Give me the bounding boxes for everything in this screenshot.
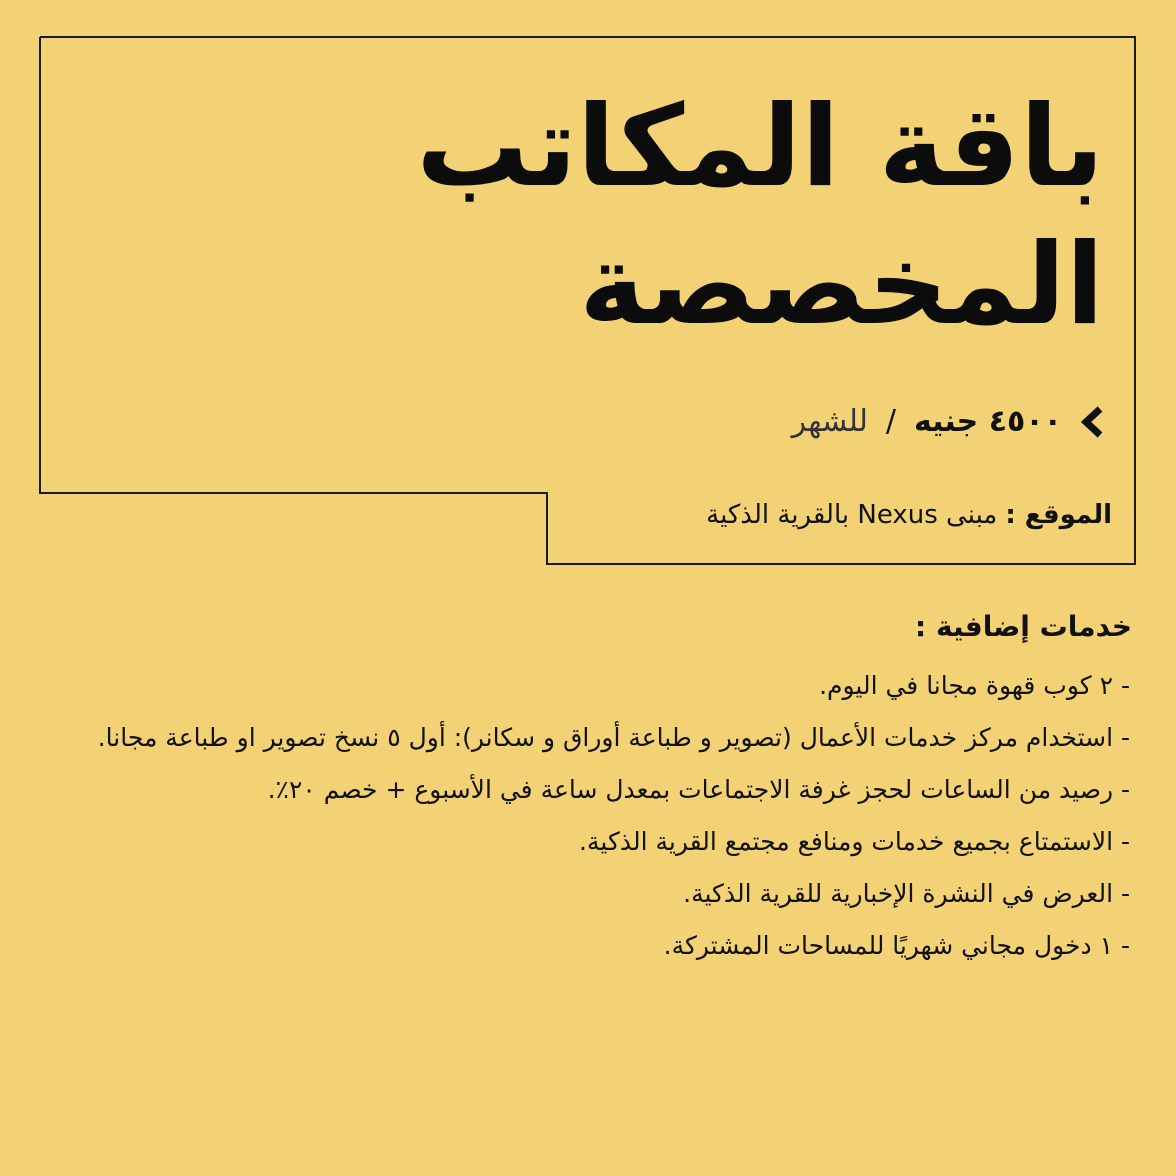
price-period: للشهر	[791, 404, 868, 439]
price-amount: ٤٥٠٠ جنيه	[913, 404, 1062, 439]
list-item: - استخدام مركز خدمات الأعمال (تصوير و طباعة أوراق و سكانر): أول ٥ نسخ تصوير او طباعة مجانا.	[97, 723, 1130, 752]
location-label: الموقع :	[1005, 500, 1112, 530]
list-item: - ٢ كوب قهوة مجانا في اليوم.	[819, 671, 1130, 700]
title-line-2: المخصصة	[579, 220, 1104, 350]
title-line-1: باقة المكاتب	[416, 82, 1104, 212]
services-list	[50, 664, 1130, 976]
services-title: خدمات إضافية :	[915, 610, 1132, 643]
location-value: مبنى Nexus بالقرية الذكية	[706, 500, 998, 530]
chevron-left-icon	[1076, 405, 1110, 439]
page-title	[344, 78, 1104, 354]
list-item: - رصيد من الساعات لحجز غرفة الاجتماعات بمعدل ساعة في الأسبوع + خصم ٢٠٪.	[267, 775, 1130, 804]
list-item: - ١ دخول مجاني شهريًا للمساحات المشتركة.	[663, 931, 1130, 960]
list-item: - العرض في النشرة الإخبارية للقرية الذكية.	[683, 879, 1130, 908]
location	[706, 500, 1112, 530]
price-separator: /	[885, 404, 896, 439]
list-item: - الاستمتاع بجميع خدمات ومنافع مجتمع القرية الذكية.	[579, 827, 1130, 856]
price-row	[792, 404, 1110, 439]
